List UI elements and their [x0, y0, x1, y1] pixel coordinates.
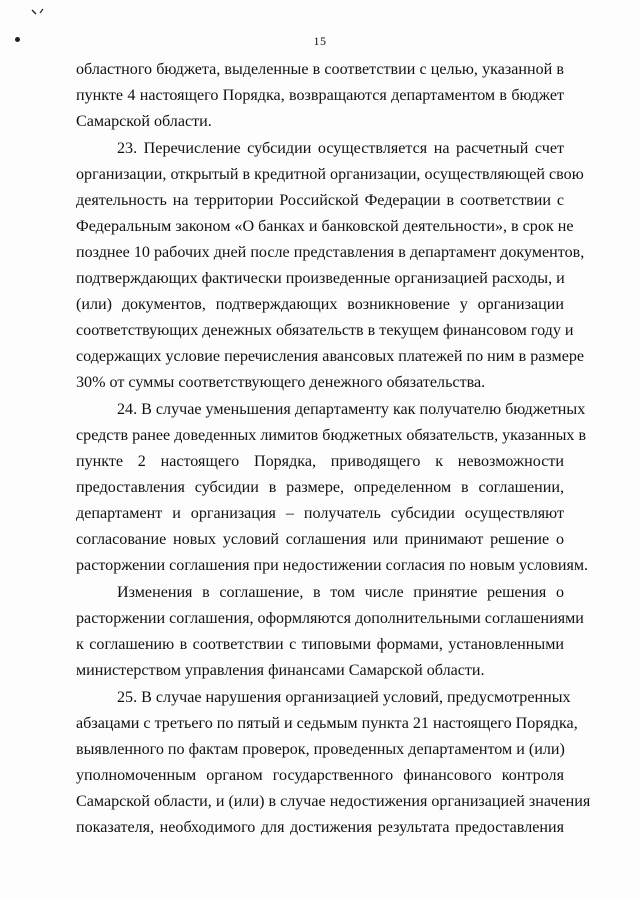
text-line: предоставления субсидии в размере, определенном в соглашении,: [76, 479, 564, 496]
text-line: подтверждающих фактически произведенные организацией расходы, и: [76, 270, 565, 287]
text-line: согласование новых условий соглашения или принимают решение о: [76, 531, 564, 548]
text-line: к соглашению в соответствии с типовыми формами, установленными: [76, 636, 564, 653]
text-line: Самарской области, и (или) в случае недостижения организацией значения: [76, 793, 591, 810]
text-line: организации, открытый в кредитной организации, осуществляющей свою: [76, 166, 584, 183]
text-line: Федеральным законом «О банках и банковской деятельности», в срок не: [76, 218, 574, 235]
text-line: 30% от суммы соответствующего денежного обязательства.: [76, 374, 486, 391]
text-line: средств ранее доведенных лимитов бюджетных обязательств, указанных в: [76, 427, 587, 444]
text-line: уполномоченным органом государственного финансового контроля: [76, 767, 564, 784]
text-line: содержащих условие перечисления авансовых платежей по ним в размере: [76, 348, 585, 365]
text-line: выявленного по фактам проверок, проведенных департаментом и (или): [76, 741, 565, 758]
text-line: (или) документов, подтверждающих возникновение у организации: [76, 296, 564, 313]
text-line: позднее 10 рабочих дней после представления в департамент документов,: [76, 244, 585, 261]
text-line: пункте 2 настоящего Порядка, приводящего к невозможности: [76, 453, 564, 470]
text-line: Самарской области.: [76, 113, 212, 130]
text-line: показателя, необходимого для достижения результата предоставления: [76, 819, 564, 836]
text-line: деятельность на территории Российской Федерации в соответствии с: [76, 192, 564, 209]
text-line: департамент и организация – получатель субсидии осуществляют: [76, 505, 564, 522]
page-number: 15: [313, 34, 327, 48]
paragraph-first-line: 25. В случае нарушения организацией условий, предусмотренных: [117, 689, 571, 706]
text-line: расторжении соглашения, оформляются дополнительными соглашениями: [76, 610, 584, 627]
paragraph-first-line: 24. В случае уменьшения департаменту как получателю бюджетных: [117, 401, 586, 418]
paragraph-first-line: 23. Перечисление субсидии осуществляется на расчетный счет: [117, 140, 564, 157]
text-line: абзацами с третьего по пятый и седьмым пункта 21 настоящего Порядка,: [76, 715, 578, 732]
text-line: соответствующих денежных обязательств в текущем финансовом году и: [76, 322, 574, 339]
text-line: министерством управления финансами Самарской области.: [76, 662, 485, 679]
scan-mark-icon: [31, 8, 45, 18]
text-line: расторжении соглашения при недостижении согласия по новым условиям.: [76, 557, 589, 574]
text-line: пункте 4 настоящего Порядка, возвращаются департаментом в бюджет: [76, 87, 564, 104]
text-line: областного бюджета, выделенные в соответствии с целью, указанной в: [76, 61, 564, 78]
paragraph-first-line: Изменения в соглашение, в том числе принятие решения о: [117, 584, 564, 601]
